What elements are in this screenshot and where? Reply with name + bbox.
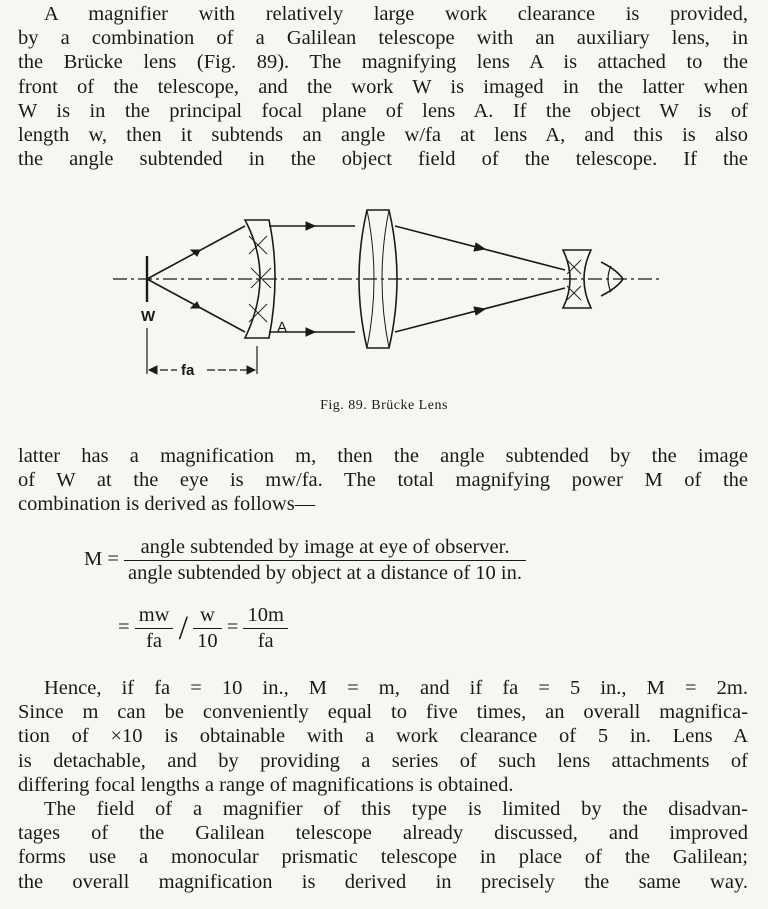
- brucke-lens-diagram: [105, 206, 665, 396]
- paragraph-intro: [18, 2, 748, 171]
- equation-ratio: [124, 536, 526, 585]
- text-line: is detachable, and by providing a series of such lens attachments of: [18, 749, 748, 772]
- text-line: Hence, if fa = 10 in., M = m, and if fa = 5 in., M = 2m.: [44, 677, 748, 699]
- equation-slash: /: [178, 609, 189, 647]
- text-line: latter has a magnification m, then the angle subtended by the image: [18, 445, 748, 467]
- text-line: forms use a monocular prismatic telescope in place of the Galilean;: [18, 846, 748, 869]
- text-line: front of the telescope, and the work W is imaged in the latter when: [18, 75, 748, 98]
- text-line: the overall magnification is derived in precisely the same way.: [18, 870, 748, 893]
- text-line: The field of a magnifier of this type is limited by the disadvan-: [44, 798, 748, 820]
- text-line: Since m can be conveniently equal to five times, an overall magnifica-: [18, 701, 748, 724]
- text-line: differing focal lengths a range of magnifications is obtained.: [18, 773, 514, 796]
- label-w: W: [141, 308, 156, 325]
- equation-derivation: [118, 604, 288, 653]
- text-line: combination is derived as follows—: [18, 493, 316, 516]
- equation-total-power: [84, 536, 526, 585]
- paragraph-field: [18, 797, 748, 894]
- paragraph-magnification: [18, 444, 748, 517]
- text-line: tion of ×10 is obtainable with a work clearance of 5 in. Lens A: [18, 725, 748, 748]
- text-line: by a combination of a Galilean telescope with an auxiliary lens, in: [18, 27, 748, 50]
- text-line: length w, then it subtends an angle w/fa at lens A, and this is also: [18, 124, 748, 147]
- figure-caption: Fig. 89. Brücke Lens: [320, 398, 448, 413]
- equation-denominator: angle subtended by object at a distance of 10 in.: [128, 562, 522, 584]
- text-line: the angle subtended in the object field of the telescope. If the: [18, 148, 748, 171]
- fraction-10m-fa: $\frac{10m}{fa}$: [243, 604, 287, 653]
- paragraph-hence: [18, 676, 748, 797]
- text-line: tages of the Galilean telescope already discussed, and improved: [18, 822, 748, 845]
- text-line: of W at the eye is mw/fa. The total magnifying power M of the: [18, 469, 748, 492]
- text-line: A magnifier with relatively large work clearance is provided,: [44, 3, 748, 25]
- label-fa: fa: [181, 362, 195, 379]
- fraction-mw-fa: $\frac{mw}{fa}$: [135, 604, 174, 653]
- equation-lhs: M =: [84, 548, 119, 571]
- equation-equals: =: [118, 616, 130, 639]
- label-a: A: [277, 319, 288, 336]
- text-line: W is in the principal focal plane of lens A. If the object W is of: [18, 99, 748, 122]
- text-line: the Brücke lens (Fig. 89). The magnifying lens A is attached to the: [18, 51, 748, 74]
- fraction-w-10: $\frac{w}{10}$: [193, 604, 222, 653]
- equation-numerator: angle subtended by image at eye of observer.: [124, 536, 526, 561]
- equation-equals-2: =: [226, 616, 239, 639]
